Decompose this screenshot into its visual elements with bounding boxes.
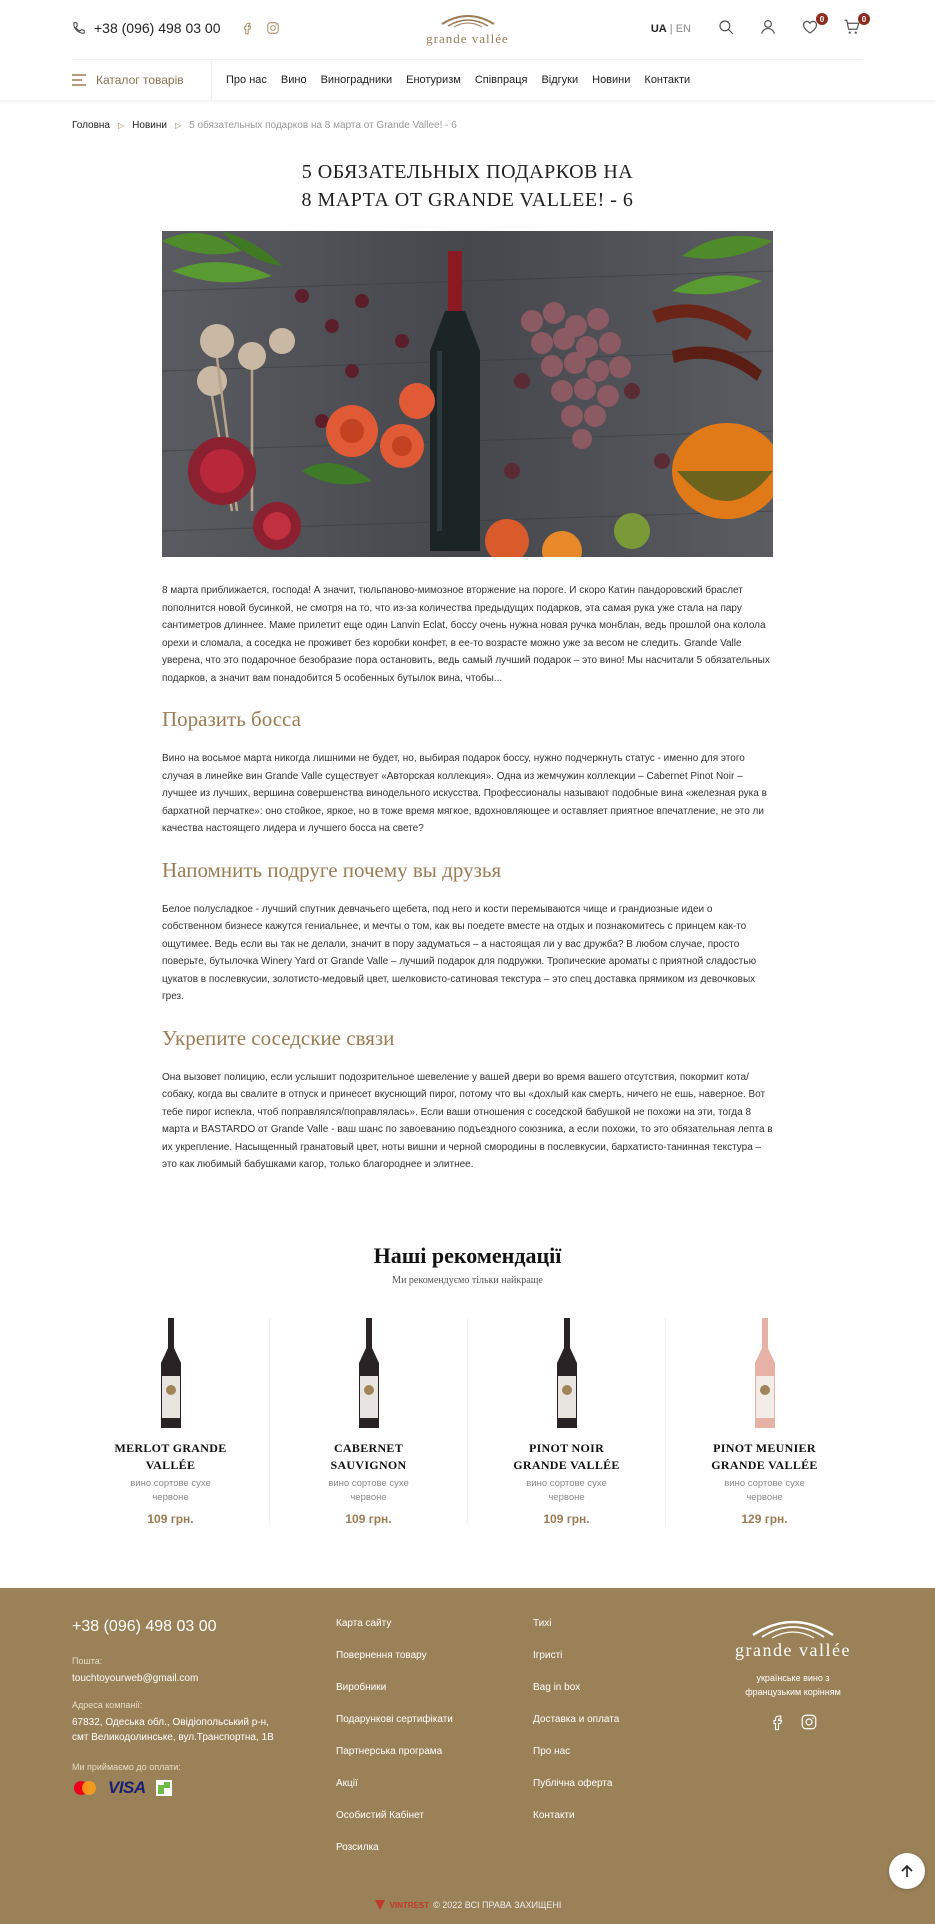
menu-icon bbox=[72, 74, 86, 86]
product-description bbox=[270, 1477, 467, 1505]
wine-bottle-image[interactable] bbox=[159, 1318, 183, 1428]
scroll-to-top-button[interactable] bbox=[889, 1853, 925, 1889]
facebook-icon[interactable] bbox=[240, 21, 254, 35]
page-title-line2: 8 МАРТА ОТ GRANDE VALLEE! - 6 bbox=[301, 189, 634, 211]
logo-text: grande vallée bbox=[426, 31, 509, 46]
product-name[interactable] bbox=[468, 1440, 665, 1474]
payment-methods bbox=[72, 1778, 172, 1798]
nav-links bbox=[226, 74, 690, 86]
section-heading: Напомнить подруге почему вы друзья bbox=[162, 857, 502, 882]
product-name[interactable] bbox=[72, 1440, 269, 1474]
recommendations-title: Наші рекомендації bbox=[373, 1243, 562, 1268]
footer-tagline-line1: українське вино з bbox=[756, 1673, 830, 1683]
logo-hills-icon bbox=[438, 10, 498, 28]
product-description bbox=[666, 1477, 863, 1505]
copyright bbox=[0, 1899, 935, 1911]
nav-item-contacts[interactable]: Контакти bbox=[644, 74, 691, 86]
vintrest-name[interactable]: VINTREST bbox=[389, 1900, 430, 1910]
footer-link[interactable]: Контакти bbox=[533, 1810, 575, 1821]
footer-link[interactable]: Публічна оферта bbox=[533, 1778, 613, 1789]
footer-email-label: Пошта: bbox=[72, 1656, 103, 1666]
breadcrumb-home[interactable]: Головна bbox=[72, 120, 110, 131]
wishlist-count-badge: 0 bbox=[816, 13, 828, 25]
instagram-icon[interactable] bbox=[266, 21, 280, 35]
product-name-line2: VALLÉE bbox=[145, 1458, 196, 1472]
nav-item-news[interactable]: Новини bbox=[592, 74, 631, 86]
footer-links-col2 bbox=[533, 1618, 619, 1842]
breadcrumb-current: 5 обязательных подарков на 8 марта от Grande Vallee! - 6 bbox=[189, 120, 457, 131]
header-phone-text: +38 (096) 498 03 00 bbox=[94, 20, 221, 36]
product-name-line1: MERLOT GRANDE bbox=[114, 1441, 227, 1455]
main-nav bbox=[72, 60, 863, 100]
product-price: 129 грн. bbox=[741, 1512, 788, 1526]
footer bbox=[0, 1588, 935, 1924]
article-intro: 8 марта приближается, господа! А значит, тюльпаново-мимозное вторжение на пороге. И скоро Катин пандоровский браслет пополнится новой бусинкой, не смотря на то, что из-за количества предыдущих подарков, эта самая рука уже стала на пару сантиметров длиннее. Маме прилетит еще один Lanvin Eclat, боссу очень нужна новая ручка монблан, ведь прошлой она колола орехи и сломала, а соседка не проживет без коробки конфет, в ее-то возрасте можно уже за весом не следить. Grande Valle уверена, что это подарочное безобразие пора остановить, ведь самый лучший подарок – это вино! Мы насчитали 5 обязательных подарков, а значит вам понадобится 5 особенных бутылок вина, чтобы... bbox=[162, 585, 770, 684]
product-description bbox=[468, 1477, 665, 1505]
footer-payment-label: Ми приймаємо до оплати: bbox=[72, 1762, 181, 1772]
account-button[interactable] bbox=[759, 18, 779, 38]
footer-tagline-line2: французьким корінням bbox=[745, 1687, 841, 1697]
footer-link[interactable]: Партнерська програма bbox=[336, 1746, 443, 1757]
wine-bottle-image[interactable] bbox=[357, 1318, 381, 1428]
privat-pay-icon bbox=[156, 1780, 172, 1796]
footer-link[interactable]: Особистий Кабінет bbox=[336, 1810, 424, 1821]
product-card[interactable] bbox=[72, 1318, 270, 1524]
phone-icon bbox=[72, 21, 86, 35]
footer-logo[interactable] bbox=[723, 1613, 863, 1731]
page-title-line1: 5 ОБЯЗАТЕЛЬНЫХ ПОДАРКОВ НА bbox=[301, 161, 634, 183]
product-name-line1: PINOT NOIR bbox=[528, 1441, 605, 1455]
product-desc-line2: червоне bbox=[548, 1492, 585, 1503]
product-name-line2: GRANDE VALLÉE bbox=[711, 1458, 818, 1472]
logo-hills-icon bbox=[748, 1613, 838, 1639]
header-phone[interactable] bbox=[72, 20, 221, 36]
vintrest-logo-icon bbox=[374, 1899, 386, 1911]
nav-item-enotourism[interactable]: Енотуризм bbox=[406, 74, 461, 86]
article-hero-image bbox=[162, 231, 773, 557]
footer-phone[interactable]: +38 (096) 498 03 00 bbox=[72, 1618, 217, 1635]
nav-item-about[interactable]: Про нас bbox=[226, 74, 267, 86]
nav-item-reviews[interactable]: Відгуки bbox=[541, 74, 579, 86]
footer-link[interactable]: Доставка и оплата bbox=[533, 1714, 620, 1725]
product-name-line1: PINOT MEUNIER bbox=[713, 1441, 816, 1455]
article-body bbox=[162, 582, 773, 1174]
breadcrumb-news[interactable]: Новини bbox=[132, 120, 167, 131]
wine-still-life-image bbox=[162, 231, 773, 557]
footer-email[interactable]: touchtoyourweb@gmail.com bbox=[72, 1673, 199, 1684]
copyright-text: © 2022 ВСІ ПРАВА ЗАХИЩЕНІ bbox=[433, 1900, 562, 1910]
lang-en[interactable]: EN bbox=[675, 23, 691, 35]
product-desc-line2: червоне bbox=[350, 1492, 387, 1503]
footer-address bbox=[72, 1715, 274, 1745]
nav-item-vineyards[interactable]: Виноградники bbox=[320, 74, 393, 86]
catalog-button[interactable] bbox=[72, 60, 212, 100]
wine-bottle-image[interactable] bbox=[753, 1318, 777, 1428]
product-card[interactable] bbox=[666, 1318, 863, 1524]
instagram-icon[interactable] bbox=[800, 1713, 818, 1731]
footer-address-line2: смт Великодолинське, вул.Транспортна, 1В bbox=[72, 1732, 274, 1743]
product-name-line2: SAUVIGNON bbox=[330, 1458, 407, 1472]
section-text: Вино на восьмое марта никогда лишними не будет, но, выбирая подарок боссу, нужно подчеркнуть статус - именно для этого случая в линейке вин Grande Valle существует «Авторская коллекция». Одна из жемчужин коллекции – Cabernet Pinot Noir – лучшее из лучших, вершина совершенства винодельного искусства. Профессионалы называют подобные вина «железная рука в бархатной перчатке»: оно стойкое, яркое, но в тоже время мягкое, вдохновляющее и оставляет приятное впечатление, не это ли качества настоящего лидера и лучшего босса на свете? bbox=[162, 753, 767, 834]
nav-item-cooperation[interactable]: Співпраця bbox=[474, 74, 528, 86]
cart-count-badge: 0 bbox=[858, 13, 870, 25]
footer-link[interactable]: Ігристі bbox=[533, 1650, 563, 1661]
footer-link[interactable]: Bag in box bbox=[533, 1682, 581, 1693]
language-switcher bbox=[651, 23, 691, 35]
arrow-up-icon bbox=[900, 1864, 914, 1878]
facebook-icon[interactable] bbox=[768, 1713, 786, 1731]
footer-logo-text: grande vallée bbox=[735, 1640, 851, 1660]
product-name[interactable] bbox=[666, 1440, 863, 1474]
product-desc-line1: вино сортове сухе bbox=[328, 1478, 409, 1489]
product-price: 109 грн. bbox=[543, 1512, 590, 1526]
footer-link[interactable]: Карта сайту bbox=[336, 1618, 392, 1629]
catalog-label: Каталог товарів bbox=[96, 73, 184, 87]
footer-links-col1 bbox=[336, 1618, 453, 1874]
footer-link[interactable]: Подарункові сертифікати bbox=[336, 1714, 453, 1725]
product-card[interactable] bbox=[270, 1318, 468, 1524]
product-desc-line1: вино сортове сухе bbox=[724, 1478, 805, 1489]
user-icon bbox=[759, 18, 777, 36]
section-heading: Поразить босса bbox=[162, 707, 301, 731]
breadcrumb-separator-icon: ▷ bbox=[118, 121, 125, 130]
recommendations-subtitle: Ми рекомендуємо тільки найкраще bbox=[392, 1275, 543, 1286]
lang-ua[interactable]: UA bbox=[650, 23, 667, 35]
wishlist-button[interactable] bbox=[801, 14, 825, 38]
product-card[interactable] bbox=[468, 1318, 666, 1524]
product-desc-line2: червоне bbox=[746, 1492, 783, 1503]
breadcrumb bbox=[72, 120, 457, 131]
footer-link[interactable]: Акції bbox=[336, 1778, 358, 1789]
product-desc-line1: вино сортове сухе bbox=[526, 1478, 607, 1489]
header-actions bbox=[717, 14, 867, 38]
breadcrumb-separator-icon: ▷ bbox=[174, 121, 182, 130]
nav-divider bbox=[0, 100, 935, 104]
section-text: Она вызовет полицию, если услышит подозрительное шевеление у вашей двери во время вашего отсутствия, покормит кота/собаку, когда вы свалите в отпуск и принесет вкуснющий пирог, потому что вы «дохлый как смерть, ничего не ешь, наверное. Вот тебе пирог испекла, чтоб поправлялся/поправлялась». Если ваши отношения с соседской бабушкой не похожи на эти, тогда 8 марта и BASTARDO от Grande Valle - ваш шанс по завоеванию подъездного союзника, а если похожи, то это обязательная лепта в их укрепление. Насыщенный гранатовый цвет, ноты вишни и черной смородины в послевкусии, бархатисто-танинная текстура – это как любимый бабушками кагор, только благороднее и элитнее. bbox=[162, 1071, 773, 1170]
footer-address-label: Адреса компанії: bbox=[72, 1700, 143, 1710]
visa-logo: VISA bbox=[108, 1778, 146, 1797]
mastercard-icon bbox=[72, 1780, 98, 1796]
footer-link[interactable]: Про нас bbox=[533, 1746, 571, 1757]
product-grid bbox=[72, 1318, 863, 1524]
cart-button[interactable] bbox=[843, 14, 867, 38]
footer-link[interactable]: Тихі bbox=[533, 1618, 552, 1629]
nav-item-wine[interactable]: Вино bbox=[280, 74, 307, 86]
footer-address-line1: 67832, Одеська обл., Овідіопольський р-н, bbox=[72, 1717, 269, 1728]
product-description bbox=[72, 1477, 269, 1505]
footer-socials bbox=[723, 1713, 863, 1731]
page-title bbox=[162, 158, 773, 214]
product-price: 109 грн. bbox=[147, 1512, 194, 1526]
footer-link[interactable]: Розсилка bbox=[336, 1842, 379, 1853]
product-name[interactable] bbox=[270, 1440, 467, 1474]
product-name-line1: CABERNET bbox=[333, 1441, 404, 1455]
section-heading: Укрепите соседские связи bbox=[162, 1025, 395, 1050]
footer-link[interactable]: Виробники bbox=[336, 1682, 387, 1693]
product-desc-line1: вино сортове сухе bbox=[130, 1478, 211, 1489]
site-logo[interactable] bbox=[413, 10, 523, 47]
search-icon bbox=[717, 18, 735, 36]
lang-separator: | bbox=[669, 23, 673, 35]
footer-tagline bbox=[723, 1671, 863, 1699]
footer-link[interactable]: Повернення товару bbox=[336, 1650, 427, 1661]
top-header bbox=[72, 0, 867, 60]
header-socials bbox=[240, 21, 280, 35]
section-text: Белое полусладкое - лучший спутник девчачьего щебета, под него и кости перемываются чище и грандиозные идеи о собственном бизнесе кажутся гениальнее, и мечты о том, как вы поедете вместе на отдых и познакомитесь с принцем как-то ощутимее. Ведь если вы так не делали, значит в пору задуматься – а настоящая ли у вас дружба? В любом случае, просто поверьте, бутылочка Winery Yard от Grande Valle – лучший подарок для подружки. Тропические ароматы с приятной сладостью цукатов в послевкусии, золотисто-медовый цвет, шелковисто-сатиновая текстура – это спец доставка прямиком из девочковых грез. bbox=[162, 903, 757, 1002]
product-price: 109 грн. bbox=[345, 1512, 392, 1526]
product-name-line2: GRANDE VALLÉE bbox=[513, 1458, 620, 1472]
wine-bottle-image[interactable] bbox=[555, 1318, 579, 1428]
search-button[interactable] bbox=[717, 18, 737, 38]
product-desc-line2: червоне bbox=[152, 1492, 189, 1503]
